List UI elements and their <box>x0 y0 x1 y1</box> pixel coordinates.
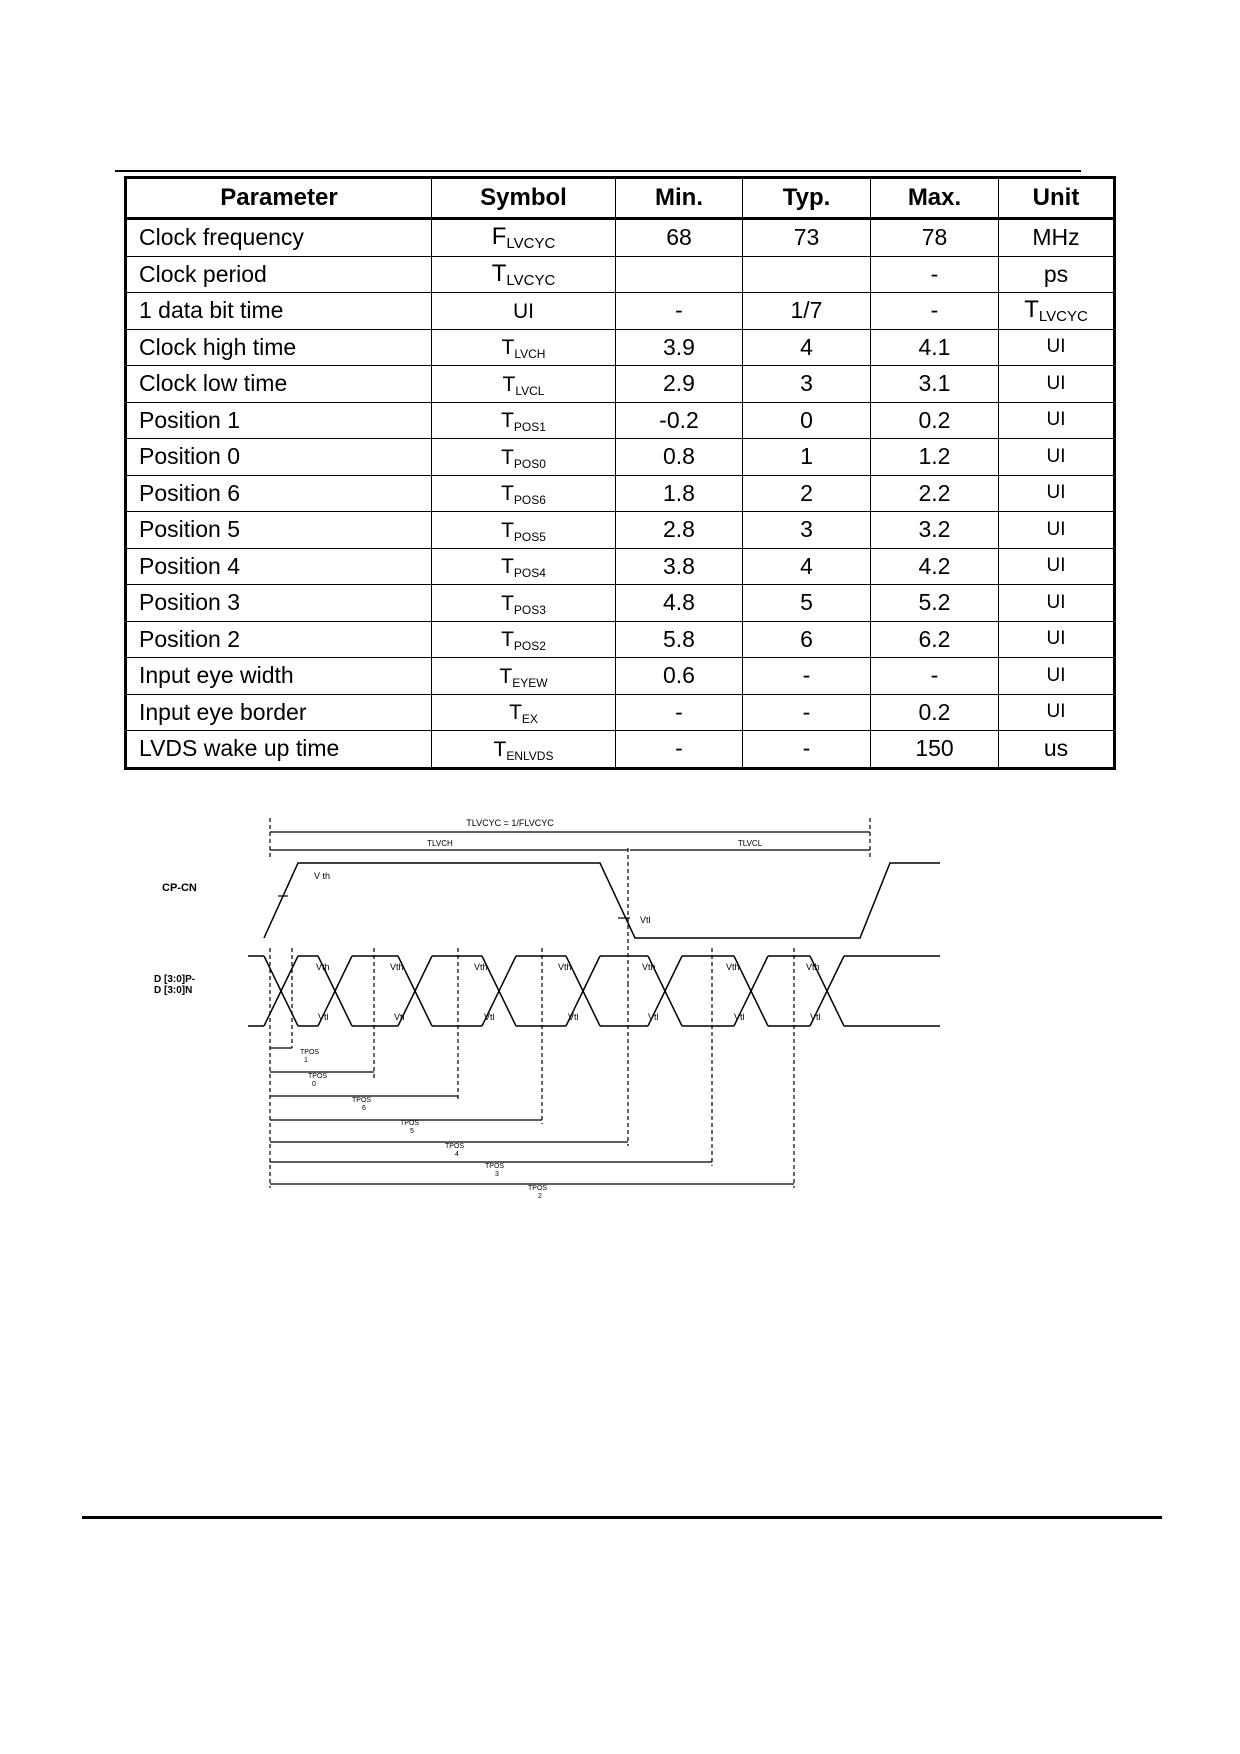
svg-text:3: 3 <box>495 1171 499 1178</box>
typ-cell: 3 <box>743 512 871 549</box>
table-row <box>126 366 1115 403</box>
clock-vth-label: V th <box>314 871 331 881</box>
svg-text:TPOS: TPOS <box>400 1120 420 1127</box>
typ-cell: 1 <box>743 439 871 476</box>
min-cell: 0.8 <box>616 439 743 476</box>
symbol-cell: $T_{POS2}$ <box>432 621 616 658</box>
min-cell: 2.9 <box>616 366 743 403</box>
table-row <box>126 694 1115 731</box>
footer-rule <box>82 1516 1162 1519</box>
table-row <box>126 439 1115 476</box>
high-time-label: TLVCH <box>427 839 453 848</box>
table-row <box>126 731 1115 769</box>
svg-text:Vtl: Vtl <box>394 1012 405 1022</box>
table-row <box>126 256 1115 293</box>
header-typ: Typ. <box>743 178 871 219</box>
max-cell: 2.2 <box>871 475 999 512</box>
param-cell: Position 1 <box>126 402 432 439</box>
param-cell: Position 6 <box>126 475 432 512</box>
typ-cell <box>743 256 871 293</box>
symbol-cell: $T_{POS4}$ <box>432 548 616 585</box>
max-cell: 4.1 <box>871 329 999 366</box>
header-unit: Unit <box>999 178 1115 219</box>
svg-text:1: 1 <box>304 1057 308 1064</box>
unit-cell: UI <box>999 402 1115 439</box>
svg-text:Vth: Vth <box>316 962 330 972</box>
svg-text:TPOS: TPOS <box>300 1049 320 1056</box>
clock-signal-label: CP-CN <box>162 882 197 894</box>
symbol-cell: UI <box>432 293 616 330</box>
svg-text:Vtl: Vtl <box>648 1012 659 1022</box>
max-cell: - <box>871 256 999 293</box>
svg-text:5: 5 <box>410 1128 414 1135</box>
svg-text:TPOS: TPOS <box>308 1073 328 1080</box>
header-rule <box>115 170 1081 172</box>
typ-cell: - <box>743 658 871 695</box>
max-cell: - <box>871 293 999 330</box>
min-cell: - <box>616 293 743 330</box>
param-cell: Position 0 <box>126 439 432 476</box>
table-header-row <box>126 178 1115 219</box>
max-cell: 3.2 <box>871 512 999 549</box>
table-row <box>126 329 1115 366</box>
unit-cell: UI <box>999 512 1115 549</box>
symbol-cell: $T_{POS1}$ <box>432 402 616 439</box>
timing-spec-table <box>124 176 1116 770</box>
max-cell: 5.2 <box>871 585 999 622</box>
min-cell: 0.6 <box>616 658 743 695</box>
svg-text:Vth: Vth <box>806 962 820 972</box>
param-cell: Clock high time <box>126 329 432 366</box>
svg-text:TPOS: TPOS <box>445 1143 465 1150</box>
param-cell: Clock frequency <box>126 219 432 257</box>
lvds-timing-diagram <box>140 808 960 1198</box>
param-cell: Clock low time <box>126 366 432 403</box>
min-cell: 3.8 <box>616 548 743 585</box>
symbol-cell: $F_{LVCYC}$ <box>432 219 616 257</box>
max-cell: 78 <box>871 219 999 257</box>
header-parameter: Parameter <box>126 178 432 219</box>
svg-text:Vth: Vth <box>726 962 740 972</box>
symbol-cell: $T_{ENLVDS}$ <box>432 731 616 769</box>
header-max: Max. <box>871 178 999 219</box>
svg-text:Vth: Vth <box>390 962 404 972</box>
max-cell: 150 <box>871 731 999 769</box>
symbol-cell: $T_{EX}$ <box>432 694 616 731</box>
position-dimension-lines <box>270 1048 794 1184</box>
min-cell: 4.8 <box>616 585 743 622</box>
symbol-cell: $T_{POS3}$ <box>432 585 616 622</box>
svg-text:Vtl: Vtl <box>318 1012 329 1022</box>
unit-cell: UI <box>999 694 1115 731</box>
min-cell: 1.8 <box>616 475 743 512</box>
unit-cell: UI <box>999 621 1115 658</box>
max-cell: - <box>871 658 999 695</box>
max-cell: 0.2 <box>871 402 999 439</box>
table-row <box>126 548 1115 585</box>
svg-text:Vtl: Vtl <box>568 1012 579 1022</box>
param-cell: Position 4 <box>126 548 432 585</box>
min-cell: - <box>616 731 743 769</box>
typ-cell: - <box>743 731 871 769</box>
table-row <box>126 585 1115 622</box>
svg-text:TPOS: TPOS <box>352 1097 372 1104</box>
param-cell: Clock period <box>126 256 432 293</box>
low-time-label: TLVCL <box>737 839 763 848</box>
data-signal-label-1: D [3:0]P- <box>154 974 196 985</box>
min-cell: 2.8 <box>616 512 743 549</box>
typ-cell: 73 <box>743 219 871 257</box>
param-cell: Input eye border <box>126 694 432 731</box>
table-row <box>126 658 1115 695</box>
typ-cell: 5 <box>743 585 871 622</box>
max-cell: 0.2 <box>871 694 999 731</box>
table-row <box>126 621 1115 658</box>
max-cell: 6.2 <box>871 621 999 658</box>
period-label: TLVCYC = 1/FLVCYC <box>466 818 554 828</box>
header-min: Min. <box>616 178 743 219</box>
unit-cell: UI <box>999 658 1115 695</box>
unit-cell: UI <box>999 585 1115 622</box>
table-row <box>126 293 1115 330</box>
svg-text:Vtl: Vtl <box>734 1012 745 1022</box>
typ-cell: 2 <box>743 475 871 512</box>
min-cell: 68 <box>616 219 743 257</box>
data-signal-label-2: D [3:0]N <box>154 985 193 996</box>
data-eye-waveform <box>248 956 940 1026</box>
unit-cell: MHz <box>999 219 1115 257</box>
svg-text:Vth: Vth <box>642 962 656 972</box>
svg-text:Vtl: Vtl <box>484 1012 495 1022</box>
unit-cell: UI <box>999 548 1115 585</box>
max-cell: 1.2 <box>871 439 999 476</box>
typ-cell: 3 <box>743 366 871 403</box>
typ-cell: 0 <box>743 402 871 439</box>
min-cell: 3.9 <box>616 329 743 366</box>
symbol-cell: $T_{POS5}$ <box>432 512 616 549</box>
typ-cell: - <box>743 694 871 731</box>
svg-text:Vtl: Vtl <box>810 1012 821 1022</box>
table-row <box>126 219 1115 257</box>
unit-cell: UI <box>999 439 1115 476</box>
typ-cell: 4 <box>743 548 871 585</box>
min-cell <box>616 256 743 293</box>
clock-waveform <box>264 863 940 938</box>
unit-cell: UI <box>999 329 1115 366</box>
max-cell: 4.2 <box>871 548 999 585</box>
position-markers <box>270 948 794 1188</box>
param-cell: Position 3 <box>126 585 432 622</box>
svg-text:Vth: Vth <box>474 962 488 972</box>
table-row <box>126 475 1115 512</box>
clock-vtl-label: Vtl <box>640 915 651 925</box>
svg-text:TPOS: TPOS <box>528 1185 548 1192</box>
svg-text:0: 0 <box>312 1081 316 1088</box>
min-cell: -0.2 <box>616 402 743 439</box>
max-cell: 3.1 <box>871 366 999 403</box>
svg-text:4: 4 <box>455 1151 459 1158</box>
symbol-cell: $T_{EYEW}$ <box>432 658 616 695</box>
symbol-cell: $T_{LVCL}$ <box>432 366 616 403</box>
header-symbol: Symbol <box>432 178 616 219</box>
svg-text:2: 2 <box>538 1193 542 1198</box>
unit-cell: us <box>999 731 1115 769</box>
unit-cell: ps <box>999 256 1115 293</box>
typ-cell: 6 <box>743 621 871 658</box>
tpos-labels <box>300 1049 547 1198</box>
table-row <box>126 512 1115 549</box>
svg-text:6: 6 <box>362 1105 366 1112</box>
unit-cell: $T_{LVCYC}$ <box>999 293 1115 330</box>
symbol-cell: $T_{LVCH}$ <box>432 329 616 366</box>
param-cell: 1 data bit time <box>126 293 432 330</box>
unit-cell: UI <box>999 366 1115 403</box>
param-cell: Position 5 <box>126 512 432 549</box>
param-cell: LVDS wake up time <box>126 731 432 769</box>
eye-threshold-labels <box>316 962 821 1022</box>
table-row <box>126 402 1115 439</box>
min-cell: 5.8 <box>616 621 743 658</box>
param-cell: Position 2 <box>126 621 432 658</box>
typ-cell: 1/7 <box>743 293 871 330</box>
unit-cell: UI <box>999 475 1115 512</box>
svg-text:Vth: Vth <box>558 962 572 972</box>
symbol-cell: $T_{LVCYC}$ <box>432 256 616 293</box>
param-cell: Input eye width <box>126 658 432 695</box>
svg-text:TPOS: TPOS <box>485 1163 505 1170</box>
symbol-cell: $T_{POS6}$ <box>432 475 616 512</box>
min-cell: - <box>616 694 743 731</box>
symbol-cell: $T_{POS0}$ <box>432 439 616 476</box>
typ-cell: 4 <box>743 329 871 366</box>
